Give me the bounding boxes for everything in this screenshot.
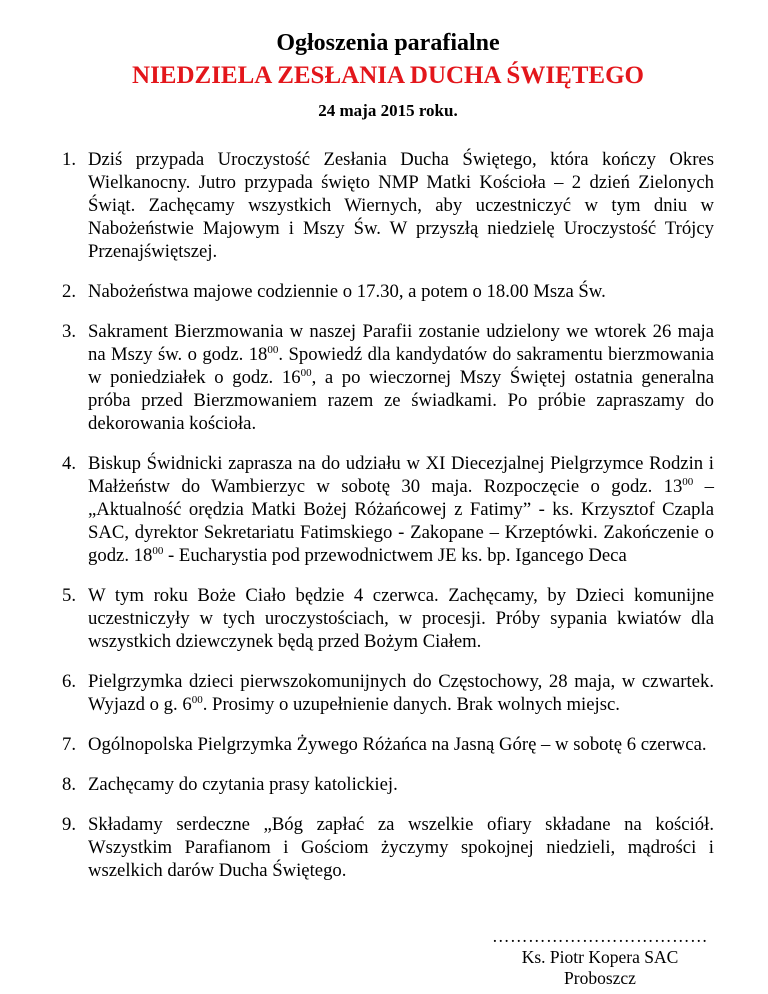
- item-number: 2.: [62, 281, 77, 302]
- item-text-part: – „Aktualność orędzia Matki Bożej Różańcowej z Fatimy” - ks. Krzysztof Czapla SAC, dyrektor Sekretariatu Fatimskiego - Zakopane – Krzeptówki. Zakończenie o godz. 18: [88, 476, 714, 566]
- announcement-item-5: [62, 584, 714, 653]
- announcement-item-1: [62, 148, 714, 263]
- item-number: 4.: [62, 453, 77, 474]
- item-text: Dziś przypada Uroczystość Zesłania Ducha Świętego, która kończy Okres Wielkanocny. Jutro przypada święto NMP Matki Kościoła – 2 dzień Zielonych Świąt. Zachęcamy wszystkich Wiernych, aby uczestniczyć w tym dniu w Nabożeństwie Majowym i Mszy Św. W przyszłą niedzielę Uroczystość Trójcy Przenajświętszej.: [88, 149, 714, 262]
- signature-name: Ks. Piotr Kopera SAC: [521, 947, 679, 967]
- item-text-part: Pielgrzymka dzieci pierwszokomunijnych do Częstochowy, 28 maja, w czwartek. Wyjazd o g. 6: [88, 671, 714, 715]
- signature-block: [480, 926, 720, 989]
- announcement-item-8: [62, 773, 714, 796]
- item-number: 1.: [62, 149, 77, 170]
- item-number: 7.: [62, 734, 77, 755]
- superscript-minutes: 00: [267, 344, 279, 356]
- page-subtitle: NIEDZIELA ZESŁANIA DUCHA ŚWIĘTEGO: [132, 62, 644, 89]
- item-text-part: Sakrament Bierzmowania w naszej Parafii zostanie udzielony we wtorek 26 maja na Mszy św. o godz. 18: [88, 321, 714, 365]
- signature-line: ………………………………: [492, 926, 708, 946]
- item-text-part: - Eucharystia pod przewodnictwem JE ks. bp. Igancego Deca: [163, 545, 627, 566]
- superscript-minutes: 00: [191, 694, 203, 706]
- announcement-item-4: [62, 452, 714, 567]
- item-text-part: . Prosimy o uzupełnienie danych. Brak wolnych miejsc.: [202, 694, 620, 715]
- announcement-item-6: [62, 670, 714, 716]
- item-number: 8.: [62, 774, 77, 795]
- item-text: Ogólnopolska Pielgrzymka Żywego Różańca na Jasną Górę – w sobotę 6 czerwca.: [88, 734, 707, 755]
- superscript-minutes: 00: [152, 545, 164, 557]
- item-number: 6.: [62, 671, 77, 692]
- item-text-part: Biskup Świdnicki zaprasza na do udziału w XI Diecezjalnej Pielgrzymce Rodzin i Małżeństw do Wambierzyc w sobotę 30 maja. Rozpoczęcie o godz. 13: [88, 453, 714, 497]
- announcement-item-3: [62, 320, 714, 435]
- item-text: Składamy serdeczne „Bóg zapłać za wszelkie ofiary składane na kościół. Wszystkim Parafianom i Gościom życzymy spokojnej niedzieli, mądrości i wszelkich darów Ducha Świętego.: [88, 814, 714, 881]
- announcement-item-7: [62, 733, 714, 756]
- date-line: 24 maja 2015 roku.: [318, 101, 458, 120]
- item-text: Nabożeństwa majowe codziennie o 17.30, a potem o 18.00 Msza Św.: [88, 281, 606, 302]
- item-number: 5.: [62, 585, 77, 606]
- item-text: W tym roku Boże Ciało będzie 4 czerwca. Zachęcamy, by Dzieci komunijne uczestniczyły w tych uroczystościach, w procesji. Próby sypania kwiatów dla wszystkich dziewczynek będą przed Bożym Ciałem.: [88, 585, 714, 652]
- item-text-part: , a po wieczornej Mszy Świętej ostatnia generalna próba przed Bierzmowaniem razem ze świadkami. Po próbie zapraszamy do dekorowania kościoła.: [88, 367, 714, 434]
- item-text-part: . Spowiedź dla kandydatów do sakramentu bierzmowania w poniedziałek o godz. 16: [88, 344, 714, 388]
- item-text: Zachęcamy do czytania prasy katolickiej.: [88, 774, 398, 795]
- announcement-list: [62, 148, 714, 882]
- page-title: Ogłoszenia parafialne: [276, 30, 500, 56]
- item-number: 9.: [62, 814, 77, 835]
- superscript-minutes: 00: [682, 476, 694, 488]
- superscript-minutes: 00: [300, 367, 312, 379]
- announcement-item-2: [62, 280, 714, 303]
- signature-role: Proboszcz: [564, 968, 636, 988]
- announcement-item-9: [62, 813, 714, 882]
- item-number: 3.: [62, 321, 77, 342]
